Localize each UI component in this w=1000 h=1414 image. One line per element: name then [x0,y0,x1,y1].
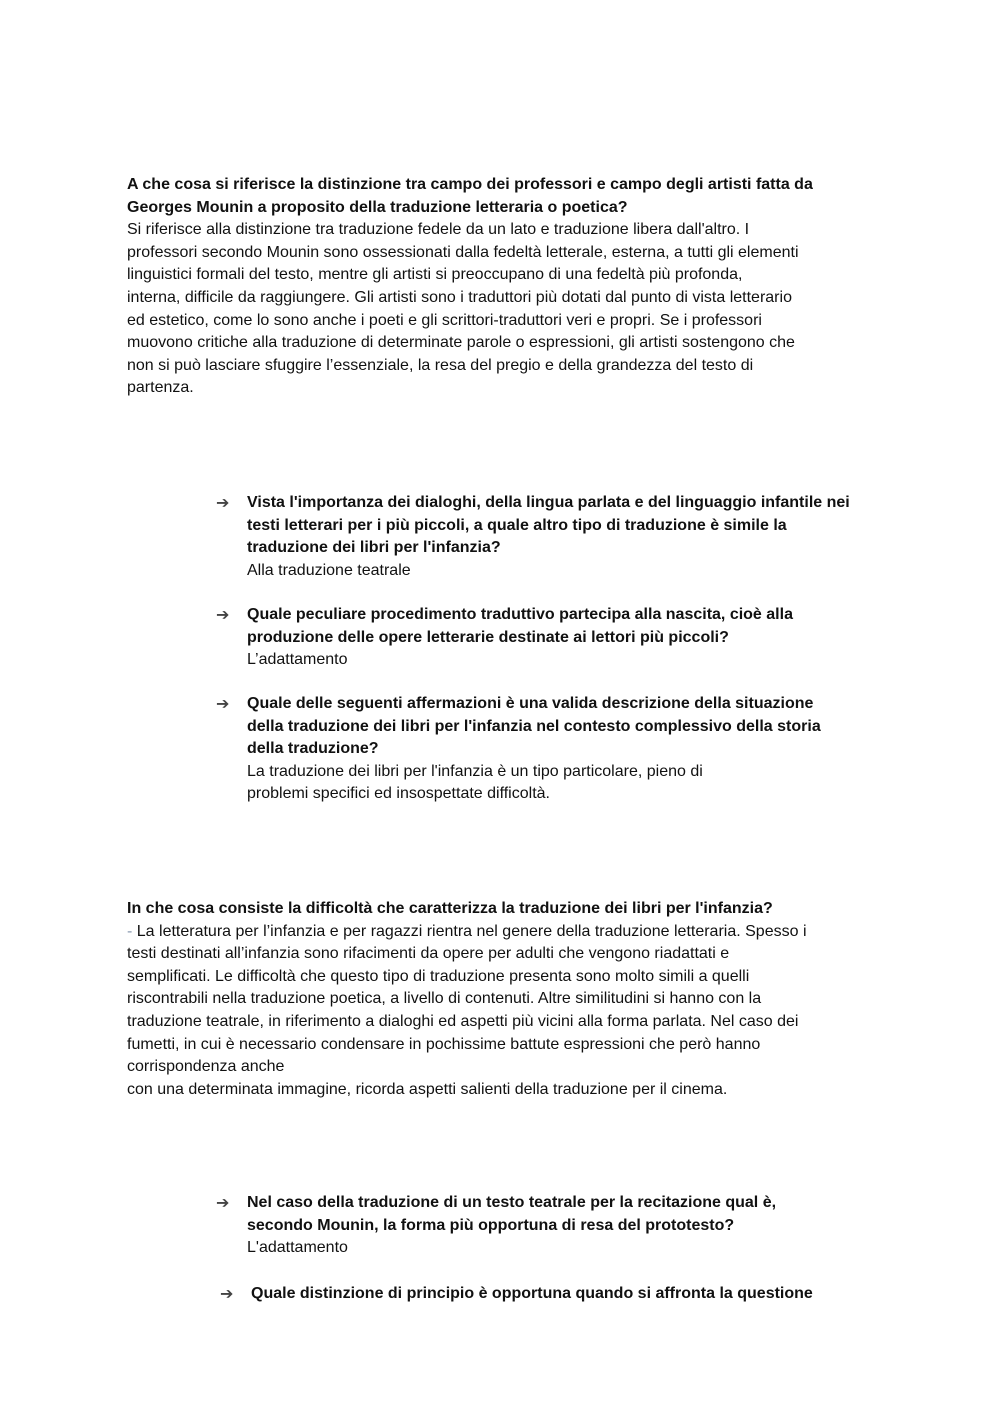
question-line: testi letterari per i più piccoli, a quale altro tipo di traduzione è simile la [247,516,787,534]
bullet-question [247,693,866,761]
answer-line: Si riferisce alla distinzione tra traduzione fedele da un lato e traduzione libera dall'altro. I [127,221,750,239]
section-1 [127,174,862,400]
answer-line: non si può lasciare sfuggire l’essenziale, la resa del pregio e della grandezza del testo di [127,356,754,374]
answer-line: La traduzione dei libri per l'infanzia è un tipo particolare, pieno di [247,762,703,780]
question-line: della traduzione? [247,740,379,758]
answer-line: L’adattamento [247,651,348,669]
section-1-answer [127,219,862,400]
arrow-right-icon: ➔ [216,493,230,512]
bullet-answer [247,560,866,583]
question-line: Quale peculiare procedimento traduttivo partecipa alla nascita, cioè alla [247,606,793,623]
question-line: traduzione dei libri per l'infanzia? [247,539,501,557]
bullet-answer [247,1237,866,1260]
question-line: Vista l'importanza dei dialoghi, della lingua parlata e del linguaggio infantile nei [247,494,850,511]
question-line: A che cosa si riferisce la distinzione tra campo dei professori e campo degli artisti fatta da [127,176,813,193]
answer-line: Alla traduzione teatrale [247,561,411,579]
answer-line: muovono critiche alla traduzione di determinate parole o espressioni, gli artisti sostengono che [127,334,795,352]
answer-line: fumetti, in cui è necessario condensare in pochissime battute espressioni che però hanno [127,1035,761,1053]
answer-line [127,921,862,944]
answer-line: semplificati. Le difficoltà che questo tipo di traduzione presenta sono molto simili a quelli [127,967,750,985]
bullet-question [247,492,866,560]
answer-line: linguistici formali del testo, mentre gli artisti si preoccupano di una fedeltà più profonda, [127,266,743,284]
question-line: Quale distinzione di principio è opportuna quando si affronta la questione [251,1285,813,1302]
answer-line: partenza. [127,379,194,397]
arrow-right-icon: ➔ [216,1193,230,1212]
arrow-right-icon: ➔ [216,694,230,713]
bullet-item [216,492,866,582]
question-line: secondo Mounin, la forma più opportuna di resa del prototesto? [247,1216,735,1234]
answer-line: interna, difficile da raggiungere. Gli artisti sono i traduttori più dotati dal punto di vista letterario [127,288,792,306]
arrow-right-icon: ➔ [216,605,230,624]
bullet-item [216,604,866,672]
bullet-question [247,604,866,649]
question-line: della traduzione dei libri per l'infanzia nel contesto complessivo della storia [247,717,821,735]
bullet-item [216,1192,866,1260]
question-line: In che cosa consiste la difficoltà che caratterizza la traduzione dei libri per l'infanzia? [127,900,773,917]
answer-text: La letteratura per l’infanzia e per ragazzi rientra nel genere della traduzione letteraria. Spesso i [132,922,807,940]
section-2-question [127,898,862,921]
question-line: Quale delle seguenti affermazioni è una valida descrizione della situazione [247,695,814,712]
answer-line: traduzione teatrale, in riferimento a dialoghi ed aspetti più vicini alla forma parlata. Nel caso dei [127,1012,799,1030]
answer-line: con una determinata immagine, ricorda aspetti salienti della traduzione per il cinema. [127,1080,728,1098]
section-2-answer [127,921,862,1102]
question-line: Georges Mounin a proposito della traduzione letteraria o poetica? [127,198,628,216]
question-line: produzione delle opere letterarie destinate ai lettori più piccoli? [247,628,729,646]
answer-line: ed estetico, come lo sono anche i poeti e gli scrittori-traduttori veri e propri. Se i professori [127,311,762,329]
bullet-question [247,1192,866,1237]
answer-line: riscontrabili nella traduzione poetica, a livello di contenuti. Altre similitudini si hanno con la [127,990,762,1008]
answer-line: testi destinati all’infanzia sono rifacimenti da opere per adulti che vengono riadattati e [127,945,730,963]
bullet-answer [247,761,866,806]
bullet-item [216,693,866,806]
section-2 [127,898,862,1101]
bullet-item [220,1283,870,1306]
dash-marker: - [127,922,133,940]
bullet-question [251,1283,870,1306]
bullet-answer [247,649,866,672]
answer-line: corrispondenza anche [127,1058,285,1076]
question-line: Nel caso della traduzione di un testo teatrale per la recitazione qual è, [247,1194,777,1211]
answer-line: problemi specifici ed insospettate difficoltà. [247,785,550,803]
arrow-right-icon: ➔ [220,1284,234,1303]
answer-line: professori secondo Mounin sono ossessionati dalla fedeltà letterale, esterna, a tutti gli elementi [127,243,799,261]
section-1-question [127,174,862,219]
answer-line: L'adattamento [247,1239,348,1257]
